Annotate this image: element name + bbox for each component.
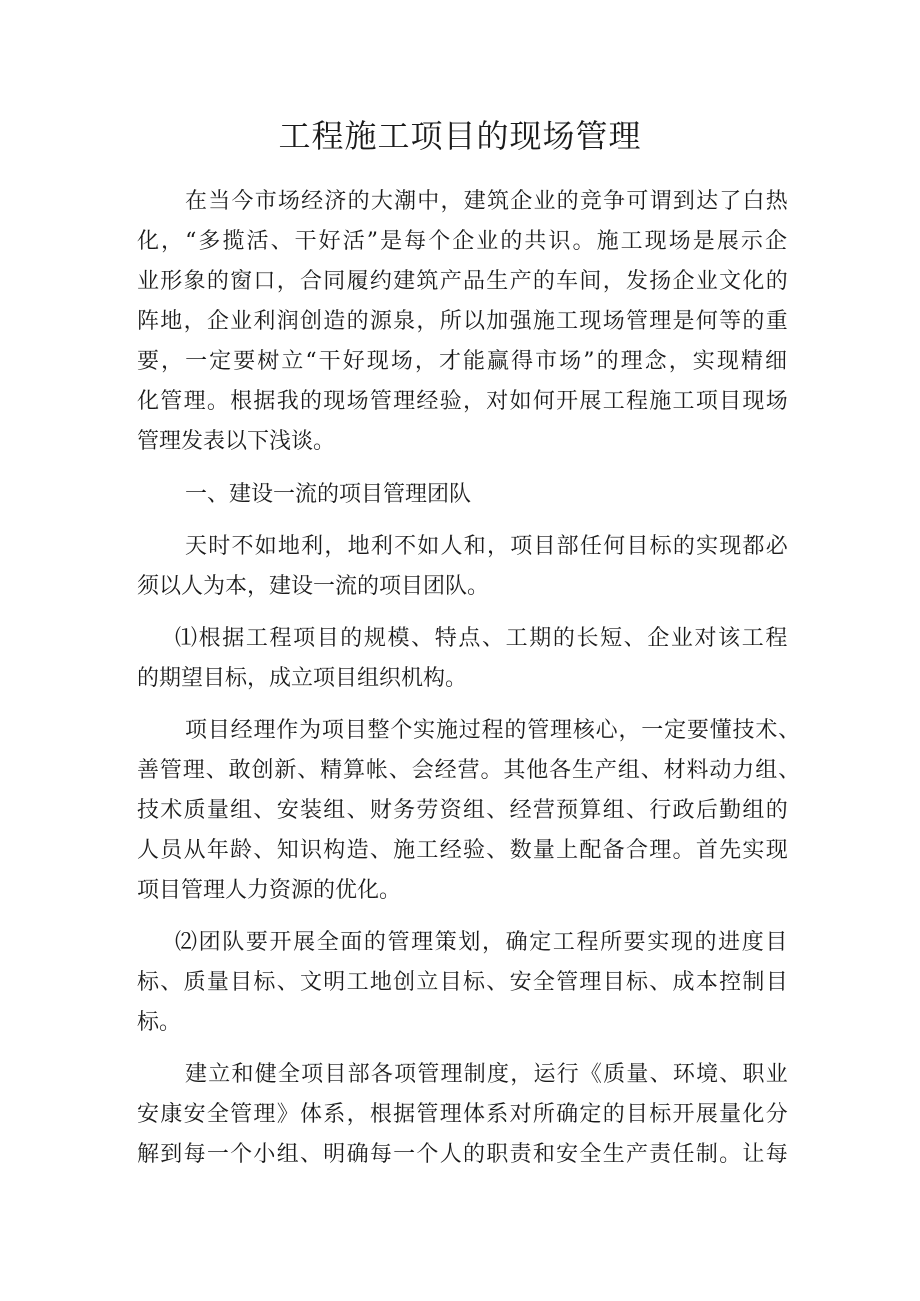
- line-text: 善管理、敢创新、精算帐、会经营。其他各生产组、材料动力组、: [137, 758, 801, 783]
- paragraph-line: [0, 619, 920, 659]
- line-text: 项目管理人力资源的优化。: [137, 878, 402, 903]
- heading-text: 一、建设一流的项目管理团队: [185, 482, 472, 507]
- paragraph-line: [0, 527, 920, 567]
- line-text: 解到每一个小组、明确每一个人的职责和安全生产责任制。让每: [137, 1142, 789, 1167]
- line-text: 标。: [137, 1010, 182, 1035]
- line-text: ⑵团队要开展全面的管理策划，确定工程所要实现的进度目: [175, 930, 789, 955]
- paragraph-line: [0, 791, 920, 831]
- paragraph-line: [0, 1003, 920, 1043]
- paragraph-line: [0, 382, 920, 422]
- paragraph-line: [0, 963, 920, 1003]
- paragraph-line: [0, 923, 920, 963]
- paragraph-line: [0, 1135, 920, 1175]
- line-text: 技术质量组、安装组、财务劳资组、经营预算组、行政后勤组的: [137, 798, 789, 823]
- paragraph-line: [0, 659, 920, 699]
- line-text: 建立和健全项目部各项管理制度，运行《质量、环境、职业: [185, 1062, 789, 1087]
- line-text: 化管理。根据我的现场管理经验，对如何开展工程施工项目现场: [137, 389, 789, 414]
- line-text: 管理发表以下浅谈。: [137, 429, 336, 454]
- paragraph-line: [0, 1055, 920, 1095]
- line-text: 须以人为本，建设一流的项目团队。: [137, 574, 490, 599]
- paragraph-line: [0, 567, 920, 607]
- document-title: 工程施工项目的现场管理: [278, 117, 642, 155]
- line-text: 天时不如地利，地利不如人和，项目部任何目标的实现都必: [185, 534, 789, 559]
- line-text: 化，“多揽活、干好活”是每个企业的共识。施工现场是展示企: [137, 229, 789, 254]
- paragraph-line: [0, 342, 920, 382]
- line-text: 的期望目标，成立项目组织机构。: [137, 666, 468, 691]
- paragraph-line: [0, 302, 920, 342]
- line-text: 要，一定要树立“干好现场，才能赢得市场”的理念，实现精细: [137, 349, 789, 374]
- line-text: 业形象的窗口，合同履约建筑产品生产的车间，发扬企业文化的: [137, 269, 789, 294]
- line-text: 项目经理作为项目整个实施过程的管理核心，一定要懂技术、: [185, 718, 801, 743]
- paragraph-line: [0, 182, 920, 222]
- line-text: ⑴根据工程项目的规模、特点、工期的长短、企业对该工程: [175, 626, 789, 651]
- paragraph-line: [0, 222, 920, 262]
- paragraph-line: [0, 871, 920, 911]
- paragraph-line: [0, 711, 920, 751]
- paragraph-line: [0, 262, 920, 302]
- paragraph-line: [0, 422, 920, 462]
- line-text: 阵地，企业利润创造的源泉，所以加强施工现场管理是何等的重: [137, 309, 789, 334]
- section-heading: [0, 475, 920, 515]
- line-text: 安康安全管理》体系，根据管理体系对所确定的目标开展量化分: [137, 1102, 789, 1127]
- paragraph-line: [0, 831, 920, 871]
- line-text: 在当今市场经济的大潮中，建筑企业的竞争可谓到达了白热: [185, 189, 789, 214]
- line-text: 标、质量目标、文明工地创立目标、安全管理目标、成本控制目: [137, 970, 789, 995]
- paragraph-line: [0, 751, 920, 791]
- line-text: 人员从年龄、知识构造、施工经验、数量上配备合理。首先实现: [137, 838, 789, 863]
- paragraph-line: [0, 1095, 920, 1135]
